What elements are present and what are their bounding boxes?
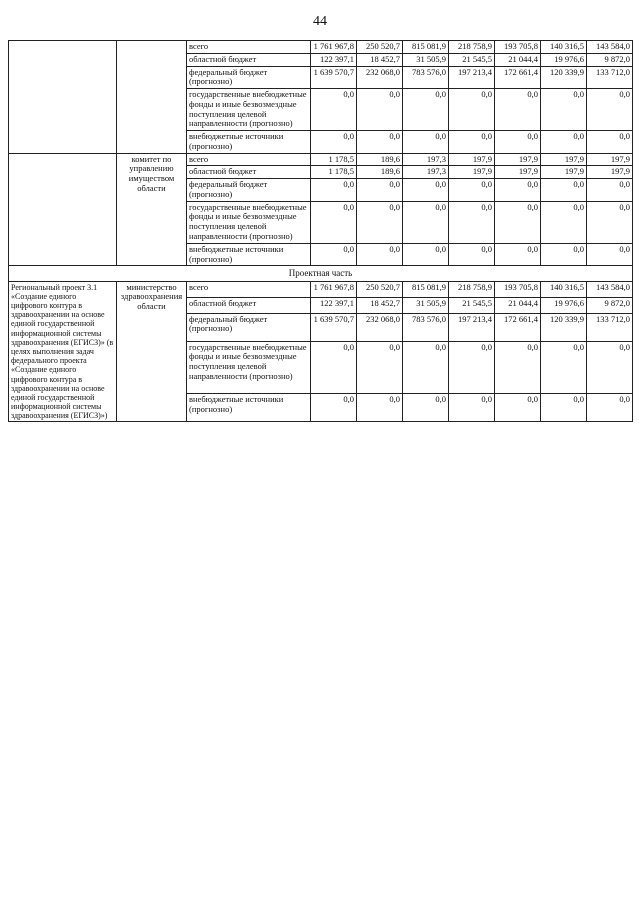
amount-cell: 815 081,9 [403, 281, 449, 297]
funding-source-cell: государственные внебюджетные фонды и иные безвозмездные поступления целевой направленности (прогнозно) [187, 89, 311, 131]
amount-cell: 0,0 [449, 394, 495, 422]
amount-cell: 0,0 [357, 243, 403, 266]
funding-source-cell: областной бюджет [187, 166, 311, 179]
amount-cell: 0,0 [541, 341, 587, 394]
amount-cell: 19 976,6 [541, 297, 587, 313]
amount-cell: 172 661,4 [495, 66, 541, 89]
amount-cell: 0,0 [357, 131, 403, 154]
amount-cell: 0,0 [403, 394, 449, 422]
amount-cell: 197,9 [495, 166, 541, 179]
amount-cell: 140 316,5 [541, 41, 587, 54]
amount-cell: 0,0 [311, 179, 357, 202]
funding-source-cell: федеральный бюджет (прогнозно) [187, 179, 311, 202]
amount-cell: 143 584,0 [587, 41, 633, 54]
amount-cell: 197,9 [541, 166, 587, 179]
amount-cell: 815 081,9 [403, 41, 449, 54]
responsible-cell: комитет по управлению имуществом области [117, 153, 187, 266]
amount-cell: 0,0 [311, 341, 357, 394]
amount-cell: 0,0 [541, 131, 587, 154]
amount-cell: 120 339,9 [541, 66, 587, 89]
amount-cell: 172 661,4 [495, 313, 541, 341]
amount-cell: 9 872,0 [587, 297, 633, 313]
amount-cell: 21 044,4 [495, 53, 541, 66]
amount-cell: 122 397,1 [311, 297, 357, 313]
amount-cell: 193 705,8 [495, 41, 541, 54]
amount-cell: 0,0 [403, 89, 449, 131]
amount-cell: 0,0 [357, 179, 403, 202]
amount-cell: 9 872,0 [587, 53, 633, 66]
responsible-cell [117, 41, 187, 154]
funding-source-cell: внебюджетные источники (прогнозно) [187, 394, 311, 422]
table-row [9, 281, 633, 297]
amount-cell: 18 452,7 [357, 297, 403, 313]
amount-cell: 197 213,4 [449, 66, 495, 89]
page-number: 44 [313, 14, 327, 29]
funding-source-cell: областной бюджет [187, 297, 311, 313]
amount-cell: 0,0 [541, 394, 587, 422]
amount-cell: 0,0 [449, 89, 495, 131]
amount-cell: 19 976,6 [541, 53, 587, 66]
amount-cell: 197,9 [587, 153, 633, 166]
amount-cell: 0,0 [495, 179, 541, 202]
funding-source-cell: областной бюджет [187, 53, 311, 66]
amount-cell: 1 178,5 [311, 153, 357, 166]
amount-cell: 0,0 [311, 394, 357, 422]
amount-cell: 197,9 [495, 153, 541, 166]
amount-cell: 232 068,0 [357, 313, 403, 341]
amount-cell: 0,0 [587, 201, 633, 243]
table-row [9, 41, 633, 54]
amount-cell: 21 545,5 [449, 297, 495, 313]
responsible-cell: министерство здравоохранения области [117, 281, 187, 422]
amount-cell: 0,0 [587, 243, 633, 266]
amount-cell: 0,0 [311, 131, 357, 154]
section-title: Проектная часть [9, 266, 633, 281]
amount-cell: 0,0 [449, 201, 495, 243]
amount-cell: 218 758,9 [449, 281, 495, 297]
amount-cell: 250 520,7 [357, 281, 403, 297]
amount-cell: 0,0 [357, 394, 403, 422]
amount-cell: 1 761 967,8 [311, 281, 357, 297]
amount-cell: 0,0 [541, 201, 587, 243]
amount-cell: 133 712,0 [587, 313, 633, 341]
funding-source-cell: внебюджетные источники (прогнозно) [187, 131, 311, 154]
funding-source-cell: федеральный бюджет (прогнозно) [187, 313, 311, 341]
project-name-cell: Региональный проект 3.1 «Создание единого цифрового контура в здравоохранении на основе единой государственной информационной системы здравоохранения (ЕГИСЗ)» (в целях выполнения задач федерального проекта «Создание единого цифрового контура в здравоохранении на основе единой государственной информационной системы здравоохранения (ЕГИСЗ)») [9, 281, 117, 422]
amount-cell: 0,0 [587, 341, 633, 394]
amount-cell: 0,0 [403, 179, 449, 202]
amount-cell: 0,0 [495, 394, 541, 422]
section-row [9, 266, 633, 281]
amount-cell: 140 316,5 [541, 281, 587, 297]
amount-cell: 0,0 [449, 243, 495, 266]
funding-source-cell: федеральный бюджет (прогнозно) [187, 66, 311, 89]
amount-cell: 0,0 [541, 243, 587, 266]
funding-source-cell: всего [187, 281, 311, 297]
amount-cell: 197,3 [403, 153, 449, 166]
table-row [9, 153, 633, 166]
amount-cell: 0,0 [403, 243, 449, 266]
budget-table-wrap [8, 40, 632, 422]
amount-cell: 0,0 [495, 243, 541, 266]
budget-table-body [9, 41, 633, 422]
amount-cell: 143 584,0 [587, 281, 633, 297]
amount-cell: 0,0 [449, 341, 495, 394]
amount-cell: 1 639 570,7 [311, 313, 357, 341]
funding-source-cell: государственные внебюджетные фонды и иные безвозмездные поступления целевой направленности (прогнозно) [187, 341, 311, 394]
amount-cell: 0,0 [495, 341, 541, 394]
amount-cell: 18 452,7 [357, 53, 403, 66]
amount-cell: 31 505,9 [403, 297, 449, 313]
project-name-cell [9, 153, 117, 266]
project-name-cell [9, 41, 117, 154]
amount-cell: 1 178,5 [311, 166, 357, 179]
amount-cell: 0,0 [311, 243, 357, 266]
amount-cell: 120 339,9 [541, 313, 587, 341]
amount-cell: 0,0 [403, 201, 449, 243]
amount-cell: 122 397,1 [311, 53, 357, 66]
amount-cell: 250 520,7 [357, 41, 403, 54]
amount-cell: 197,9 [449, 153, 495, 166]
funding-source-cell: всего [187, 41, 311, 54]
amount-cell: 0,0 [587, 179, 633, 202]
amount-cell: 232 068,0 [357, 66, 403, 89]
amount-cell: 1 639 570,7 [311, 66, 357, 89]
amount-cell: 0,0 [449, 179, 495, 202]
amount-cell: 0,0 [495, 131, 541, 154]
amount-cell: 133 712,0 [587, 66, 633, 89]
amount-cell: 21 044,4 [495, 297, 541, 313]
amount-cell: 0,0 [495, 89, 541, 131]
amount-cell: 197 213,4 [449, 313, 495, 341]
funding-source-cell: всего [187, 153, 311, 166]
budget-table [8, 40, 633, 422]
amount-cell: 0,0 [357, 341, 403, 394]
funding-source-cell: внебюджетные источники (прогнозно) [187, 243, 311, 266]
amount-cell: 0,0 [357, 201, 403, 243]
amount-cell: 0,0 [587, 394, 633, 422]
amount-cell: 189,6 [357, 153, 403, 166]
amount-cell: 0,0 [541, 179, 587, 202]
amount-cell: 197,9 [449, 166, 495, 179]
amount-cell: 197,3 [403, 166, 449, 179]
amount-cell: 0,0 [311, 89, 357, 131]
amount-cell: 0,0 [311, 201, 357, 243]
funding-source-cell: государственные внебюджетные фонды и иные безвозмездные поступления целевой направленности (прогнозно) [187, 201, 311, 243]
amount-cell: 783 576,0 [403, 66, 449, 89]
amount-cell: 189,6 [357, 166, 403, 179]
amount-cell: 0,0 [403, 131, 449, 154]
amount-cell: 1 761 967,8 [311, 41, 357, 54]
amount-cell: 0,0 [495, 201, 541, 243]
amount-cell: 0,0 [587, 131, 633, 154]
amount-cell: 193 705,8 [495, 281, 541, 297]
amount-cell: 197,9 [587, 166, 633, 179]
amount-cell: 0,0 [357, 89, 403, 131]
amount-cell: 0,0 [541, 89, 587, 131]
amount-cell: 218 758,9 [449, 41, 495, 54]
amount-cell: 31 505,9 [403, 53, 449, 66]
amount-cell: 0,0 [403, 341, 449, 394]
amount-cell: 0,0 [449, 131, 495, 154]
amount-cell: 0,0 [587, 89, 633, 131]
amount-cell: 21 545,5 [449, 53, 495, 66]
amount-cell: 197,9 [541, 153, 587, 166]
amount-cell: 783 576,0 [403, 313, 449, 341]
